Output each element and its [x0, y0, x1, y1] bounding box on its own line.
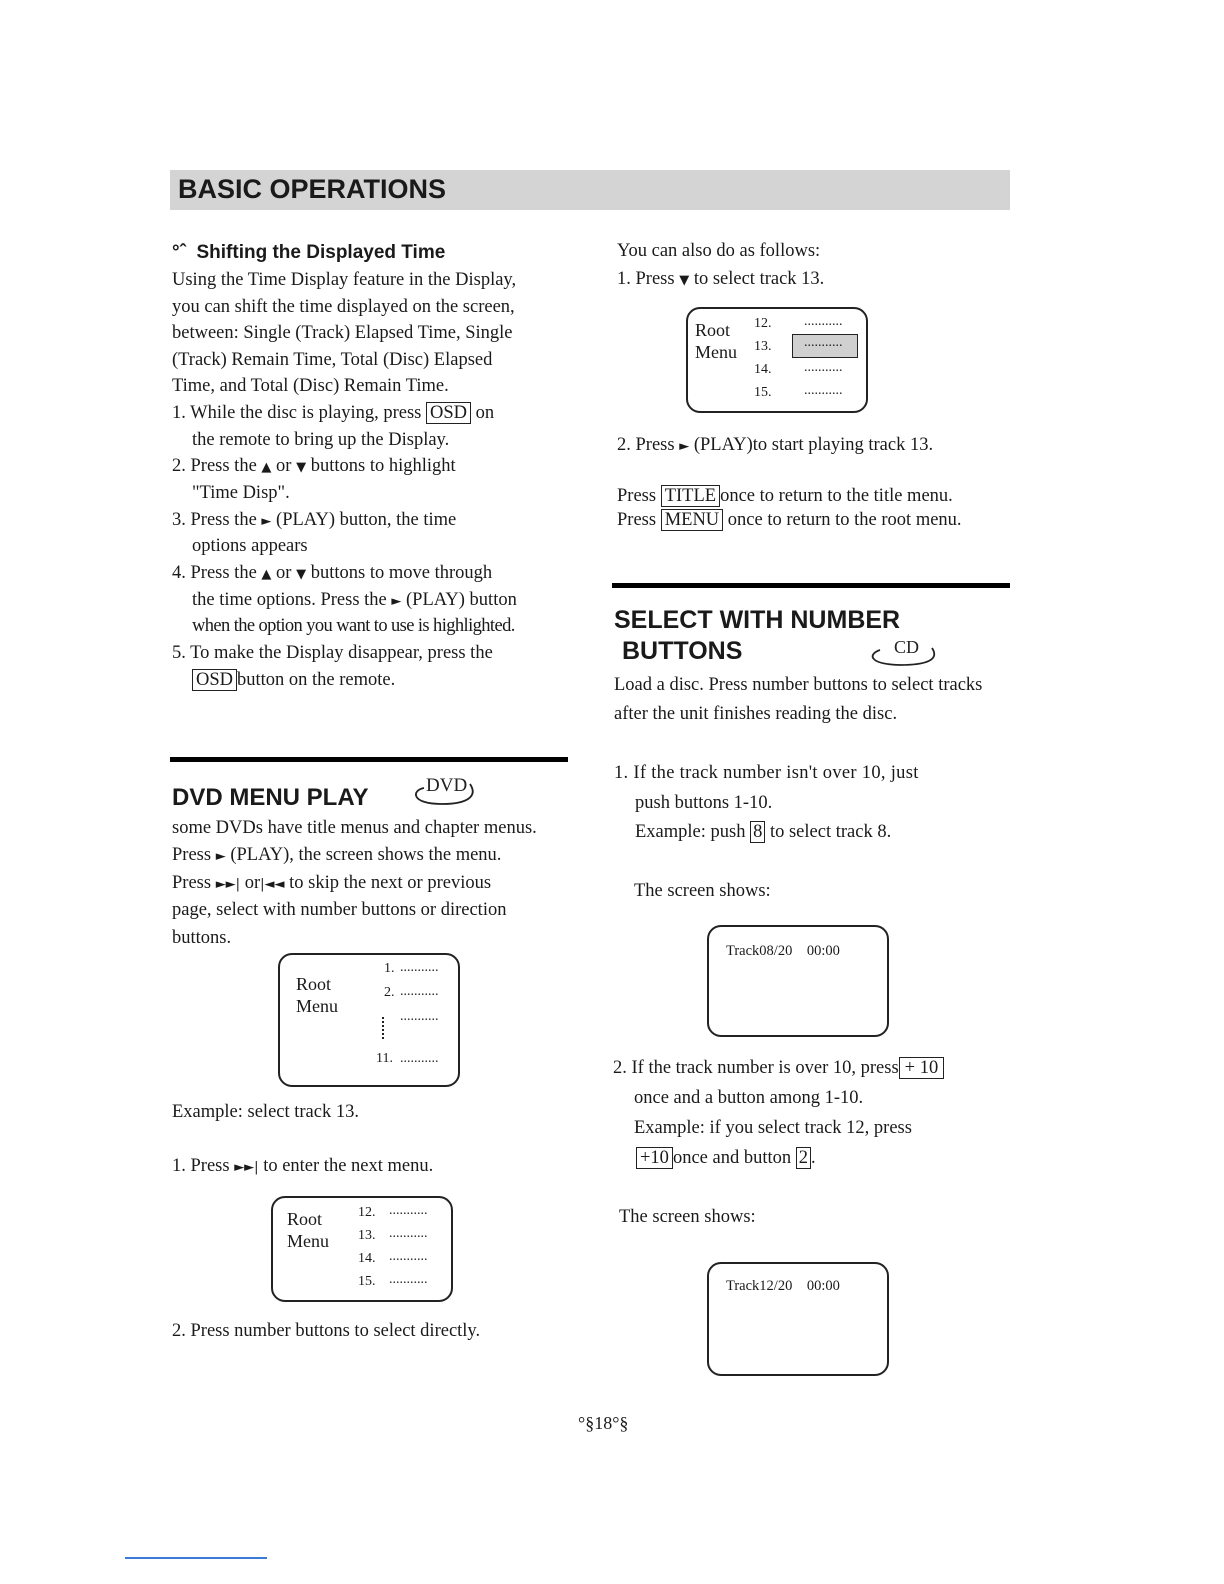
section-divider: [612, 583, 1010, 588]
shift-step-3: 3. Press the ► (PLAY) button, the time: [172, 510, 457, 530]
number-2-button: 2: [796, 1147, 811, 1169]
page-title: BASIC OPERATIONS: [178, 174, 447, 204]
menu-item-dots: ...........: [389, 1203, 428, 1218]
select-para-1: Load a disc. Press number buttons to select tracks: [614, 675, 983, 695]
menu-item-number: 14.: [754, 362, 772, 377]
select-item-2: 2. If the track number is over 10, press + 10: [613, 1055, 944, 1082]
shift-intro-3: between: Single (Track) Elapsed Time, Single: [172, 323, 513, 343]
shift-step-2-cont: "Time Disp".: [192, 483, 290, 503]
dvd-para-1: some DVDs have title menus and chapter menus.: [172, 818, 537, 838]
track-time: 00:00: [806, 1278, 840, 1294]
select-para-2: after the unit finishes reading the disc.: [614, 704, 898, 724]
down-arrow-icon: ▼: [296, 567, 307, 582]
number-8-button: 8: [750, 821, 765, 843]
track-number: Track08/20: [726, 943, 793, 959]
shift-step-4: 4. Press the ▲ or ▼ buttons to move through: [172, 563, 493, 583]
footer-underline: [125, 1557, 267, 1559]
dvd-step-2: 2. Press number buttons to select directly.: [172, 1321, 481, 1341]
select-item-2-example: Example: if you select track 12, press: [634, 1118, 912, 1138]
root-menu-screen-highlight: [686, 307, 868, 413]
highlight-box: [792, 334, 858, 358]
shift-title: Shifting the Displayed Time: [196, 242, 446, 263]
menu-item-dots: ...........: [400, 960, 439, 975]
vertical-ellipsis: [382, 1017, 384, 1039]
root-menu-screen-next: [271, 1196, 453, 1302]
shift-intro-5: Time, and Total (Disc) Remain Time.: [172, 376, 449, 396]
dvd-logo-icon: [408, 770, 480, 810]
shift-step-1-cont: the remote to bring up the Display.: [192, 430, 450, 450]
menu-menu-label: Menu: [287, 1231, 329, 1251]
screen-shows-label: The screen shows:: [619, 1207, 756, 1227]
menu-item-dots: ...........: [400, 1051, 439, 1066]
menu-root-label: Root: [296, 974, 332, 994]
menu-return-line: Press MENU once to return to the root menu.: [617, 510, 962, 530]
shift-step-5: 5. To make the Display disappear, press the: [172, 643, 493, 663]
up-arrow-icon: ▲: [261, 460, 272, 475]
play-icon: ►: [391, 594, 402, 609]
dvd-para-5: buttons.: [172, 928, 232, 948]
plus-10-button: +10: [636, 1147, 673, 1169]
menu-item-number: 2.: [384, 985, 395, 1000]
play-icon: ►: [679, 439, 690, 454]
menu-item-number: 13.: [754, 339, 772, 354]
select-item-1-cont: push buttons 1-10.: [635, 793, 773, 813]
menu-item-dots: ...........: [389, 1249, 428, 1264]
shift-step-1: 1. While the disc is playing, press OSD on: [172, 403, 495, 423]
shift-intro-2: you can shift the time displayed on the screen,: [172, 297, 515, 317]
dvd-section-title: DVD MENU PLAY: [172, 784, 369, 811]
menu-menu-label: Menu: [296, 996, 338, 1016]
menu-item-dots: ...........: [804, 383, 843, 398]
shift-step-5-cont: OSD button on the remote.: [192, 667, 395, 694]
select-item-1: 1. If the track number isn't over 10, just: [614, 763, 919, 783]
plus-10-button: + 10: [899, 1057, 945, 1079]
menu-item-dots: ...........: [400, 984, 439, 999]
menu-item-number: 14.: [358, 1251, 376, 1266]
dvd-para-4: page, select with number buttons or direction: [172, 900, 507, 920]
menu-item-number: 13.: [358, 1228, 376, 1243]
menu-item-number: 12.: [754, 316, 772, 331]
osd-button: OSD: [192, 669, 237, 691]
dvd-para-3: Press ►►| or|◄◄ to skip the next or previous: [172, 873, 492, 893]
dvd-step-1: 1. Press ►►| to enter the next menu.: [172, 1156, 434, 1176]
dvd-para-2: Press ► (PLAY), the screen shows the menu.: [172, 845, 502, 865]
menu-item-dots: ...........: [804, 360, 843, 375]
track-screen: [707, 925, 889, 1037]
menu-root-label: Root: [287, 1209, 323, 1229]
menu-item-dots: ...........: [804, 335, 843, 350]
shift-intro-1: Using the Time Display feature in the Display,: [172, 270, 517, 290]
menu-item-number: 1.: [384, 961, 395, 976]
menu-item-number: 15.: [358, 1274, 376, 1289]
select-item-2-buttons: +10 once and button 2 .: [636, 1145, 816, 1172]
page-number: °§18°§: [578, 1413, 629, 1433]
right-step-2: 2. Press ► (PLAY)to start playing track 13.: [617, 435, 934, 455]
shift-step-3-cont: options appears: [192, 536, 308, 556]
track-time: 00:00: [806, 943, 840, 959]
shift-heading: [172, 242, 445, 264]
dvd-example: Example: select track 13.: [172, 1102, 359, 1122]
menu-button: MENU: [661, 509, 723, 531]
select-section-title-2: BUTTONS: [622, 637, 743, 665]
title-button: TITLE: [661, 485, 720, 507]
select-section-title-1: SELECT WITH NUMBER: [614, 606, 901, 634]
menu-item-number: 12.: [358, 1205, 376, 1220]
next-track-icon: ►►|: [215, 877, 241, 892]
track-screen: [707, 1262, 889, 1376]
play-icon: ►: [215, 849, 226, 864]
menu-item-number: 15.: [754, 385, 772, 400]
shift-intro-4: (Track) Remain Time, Total (Disc) Elapsed: [172, 350, 493, 370]
menu-item-dots: ...........: [389, 1272, 428, 1287]
root-menu-screen: [278, 953, 460, 1087]
track-readout: [726, 1278, 840, 1295]
cd-logo-text: CD: [894, 637, 920, 657]
up-arrow-icon: ▲: [261, 567, 272, 582]
shift-step-4-cont-2: when the option you want to use is highlighted.: [192, 616, 515, 636]
track-number: Track12/20: [726, 1278, 793, 1294]
down-arrow-icon: ▼: [679, 273, 690, 288]
menu-item-number: 11.: [376, 1051, 393, 1066]
bullet-glyph: °ˆ: [172, 242, 186, 263]
shift-step-4-cont: the time options. Press the ► (PLAY) button: [192, 590, 517, 610]
track-readout: [726, 943, 840, 960]
menu-menu-label: Menu: [695, 342, 737, 362]
prev-track-icon: |◄◄: [260, 877, 285, 892]
dvd-logo-text: DVD: [426, 775, 468, 796]
section-divider: [170, 757, 568, 762]
menu-root-label: Root: [695, 320, 731, 340]
menu-item-dots: ...........: [804, 314, 843, 329]
menu-item-dots: ...........: [389, 1226, 428, 1241]
select-item-2-cont: once and a button among 1-10.: [634, 1088, 864, 1108]
right-step-1: 1. Press ▼ to select track 13.: [617, 269, 825, 289]
also-heading: You can also do as follows:: [617, 241, 821, 261]
cd-logo-icon: [866, 634, 942, 674]
next-track-icon: ►►|: [234, 1160, 259, 1175]
menu-item-dots: ...........: [400, 1009, 439, 1024]
select-item-1-example: Example: push 8 to select track 8.: [635, 822, 892, 842]
screen-shows-label: The screen shows:: [634, 881, 771, 901]
title-return-line: Press TITLE once to return to the title menu.: [617, 486, 953, 506]
play-icon: ►: [261, 514, 272, 529]
shift-step-2: 2. Press the ▲ or ▼ buttons to highlight: [172, 456, 456, 476]
osd-button: OSD: [426, 402, 471, 424]
down-arrow-icon: ▼: [296, 460, 307, 475]
